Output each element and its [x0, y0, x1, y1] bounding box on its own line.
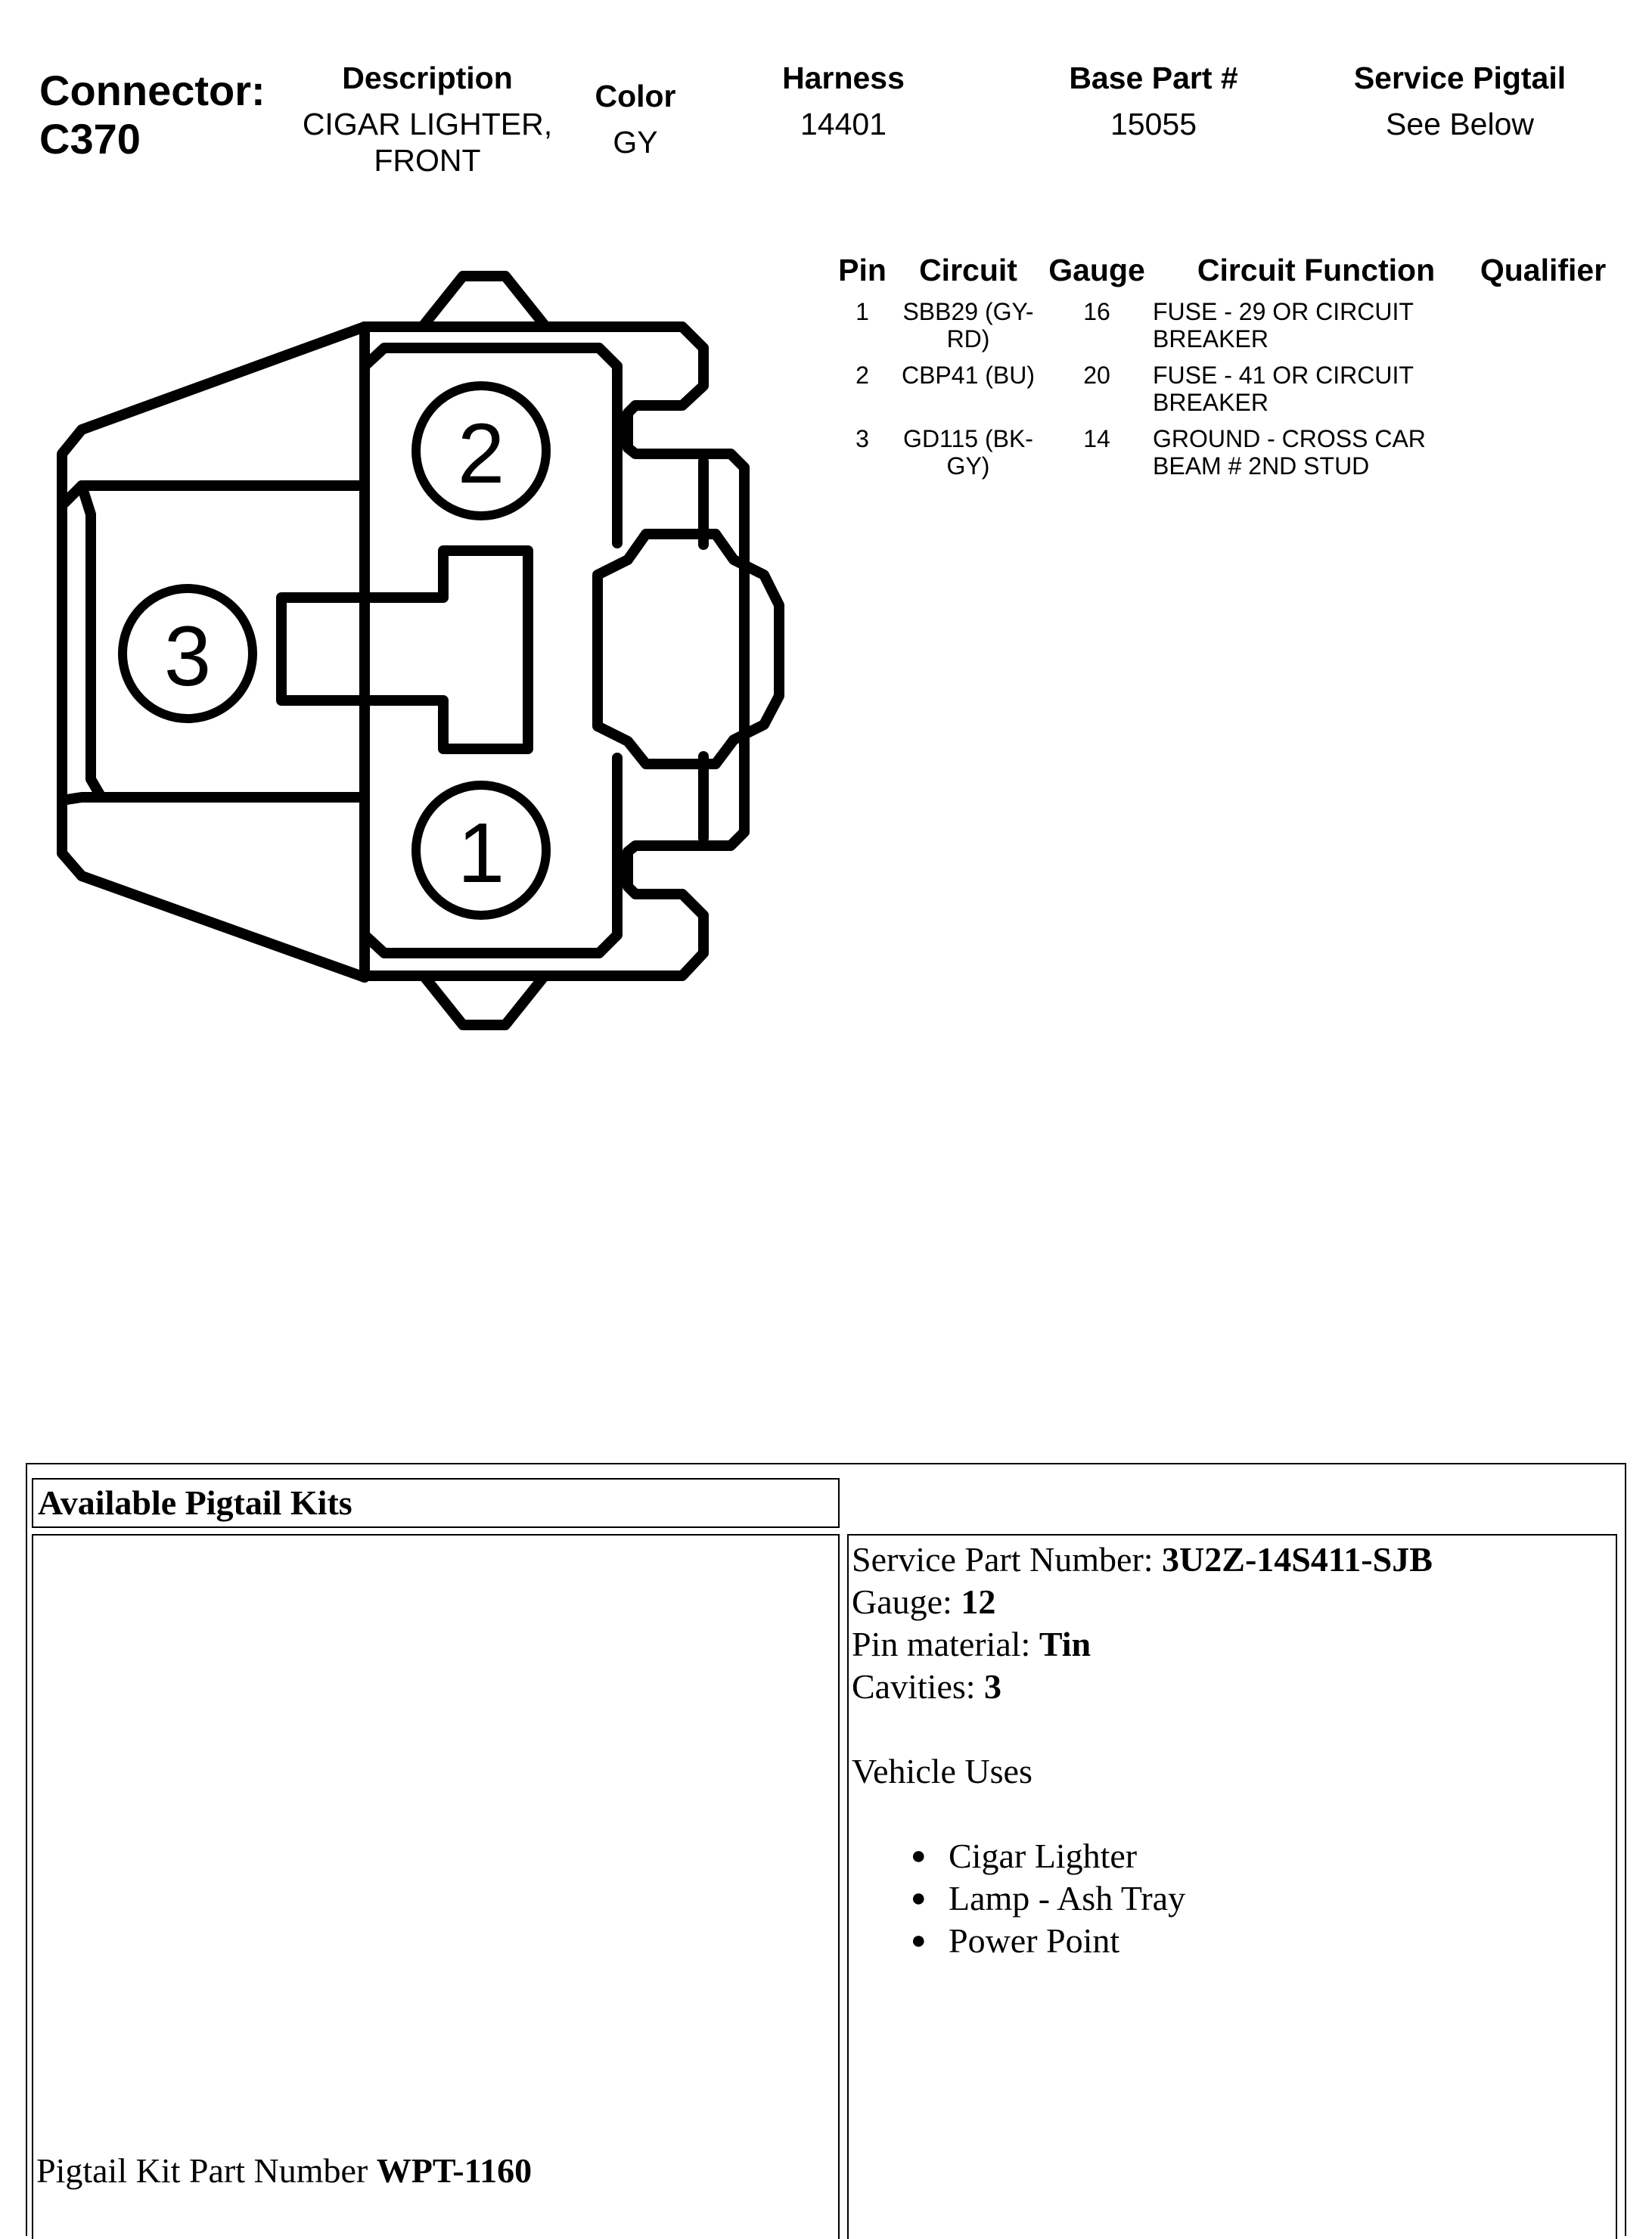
- table-row-1-function-line1: FUSE - 29 OR CIRCUIT: [1153, 298, 1414, 325]
- gauge-header: Gauge: [1048, 253, 1145, 287]
- table-row-3-circuit-line1: GD115 (BK-: [903, 425, 1033, 452]
- color-label: Color: [595, 79, 676, 113]
- vehicle-use: Cigar Lighter: [949, 1837, 1138, 1875]
- circuit-header: Circuit: [919, 253, 1017, 287]
- kit-part-label: Pigtail Kit Part Number: [36, 2151, 377, 2190]
- list-item: [911, 1920, 1601, 1962]
- table-row-2-pin: 2: [856, 362, 869, 389]
- harness-value: 14401: [800, 107, 887, 141]
- table-row-1-pin: 1: [856, 298, 869, 325]
- description-label: Description: [342, 61, 513, 95]
- pin-header: Pin: [838, 253, 887, 287]
- cavities-value: 3: [984, 1667, 1002, 1706]
- qualifier-header: Qualifier: [1480, 253, 1607, 287]
- table-row-2-circuit-line1: CBP41 (BU): [901, 362, 1036, 389]
- list-item: [911, 1835, 1601, 1877]
- table-row-2-function-line1: FUSE - 41 OR CIRCUIT: [1153, 362, 1414, 389]
- pin-1-number: 1: [457, 806, 505, 900]
- table-row-3-gauge: 14: [1083, 425, 1110, 452]
- kit-part-value: WPT-1160: [376, 2151, 533, 2190]
- list-item: [911, 1877, 1601, 1920]
- pin-material-label: Pin material:: [852, 1625, 1039, 1663]
- table-row-3-function-line1: GROUND - CROSS CAR: [1153, 425, 1426, 452]
- bullet-icon: ●: [911, 1927, 927, 1955]
- table-row-1-gauge: 16: [1083, 298, 1110, 325]
- pin-material-line: [852, 1623, 1601, 1666]
- cavities-line: [852, 1666, 1601, 1708]
- connector-id: C370: [39, 115, 141, 163]
- table-row-3-pin: 3: [856, 425, 869, 452]
- vehicle-uses-list: [911, 1835, 1601, 1962]
- pigtail-details: [852, 1539, 1601, 1962]
- vehicle-use: Lamp - Ash Tray: [949, 1879, 1186, 1918]
- service-pigtail-label: Service Pigtail: [1353, 61, 1567, 95]
- color-value: GY: [613, 125, 658, 160]
- harness-label: Harness: [782, 61, 905, 95]
- table-row-1-circuit-line1: SBB29 (GY-: [902, 298, 1034, 325]
- base-part-label: Base Part #: [1069, 61, 1238, 95]
- description-value-line1: CIGAR LIGHTER,: [302, 107, 553, 141]
- vehicle-use: Power Point: [949, 1921, 1120, 1960]
- gauge-line: [852, 1581, 1601, 1623]
- circuit-function-header: Circuit Function: [1197, 253, 1436, 287]
- pigtail-kits-title: Available Pigtail Kits: [38, 1483, 352, 1522]
- pin-3-number: 3: [163, 609, 212, 703]
- connector-face-diagram: [0, 250, 817, 1051]
- pigtail-kit-part-number: [36, 2150, 532, 2192]
- service-part-label: Service Part Number:: [852, 1540, 1163, 1579]
- pigtail-image-cell: [32, 1534, 840, 2239]
- gauge-value: 12: [961, 1582, 996, 1621]
- gauge-label: Gauge:: [852, 1582, 961, 1621]
- bullet-icon: ●: [911, 1842, 927, 1870]
- connector-label: Connector:: [39, 67, 266, 114]
- pin-2-number: 2: [457, 406, 505, 501]
- vehicle-uses-label: Vehicle Uses: [852, 1752, 1032, 1790]
- service-part-number: [852, 1539, 1601, 1581]
- bullet-icon: ●: [911, 1884, 927, 1912]
- table-row-2-function-line2: BREAKER: [1153, 389, 1268, 416]
- table-row-1-circuit-line2: RD): [946, 325, 990, 352]
- pin-material-value: Tin: [1039, 1625, 1092, 1663]
- service-part-value: 3U2Z-14S411-SJB: [1162, 1540, 1433, 1579]
- table-row-3-function-line2: BEAM # 2ND STUD: [1153, 452, 1370, 480]
- description-value-line2: FRONT: [374, 143, 481, 178]
- table-row-2-gauge: 20: [1083, 362, 1110, 389]
- base-part-value: 15055: [1110, 107, 1197, 141]
- table-row-3-circuit-line2: GY): [946, 452, 990, 480]
- service-pigtail-value: See Below: [1385, 107, 1534, 141]
- cavities-label: Cavities:: [852, 1667, 985, 1706]
- table-row-1-function-line2: BREAKER: [1153, 325, 1268, 352]
